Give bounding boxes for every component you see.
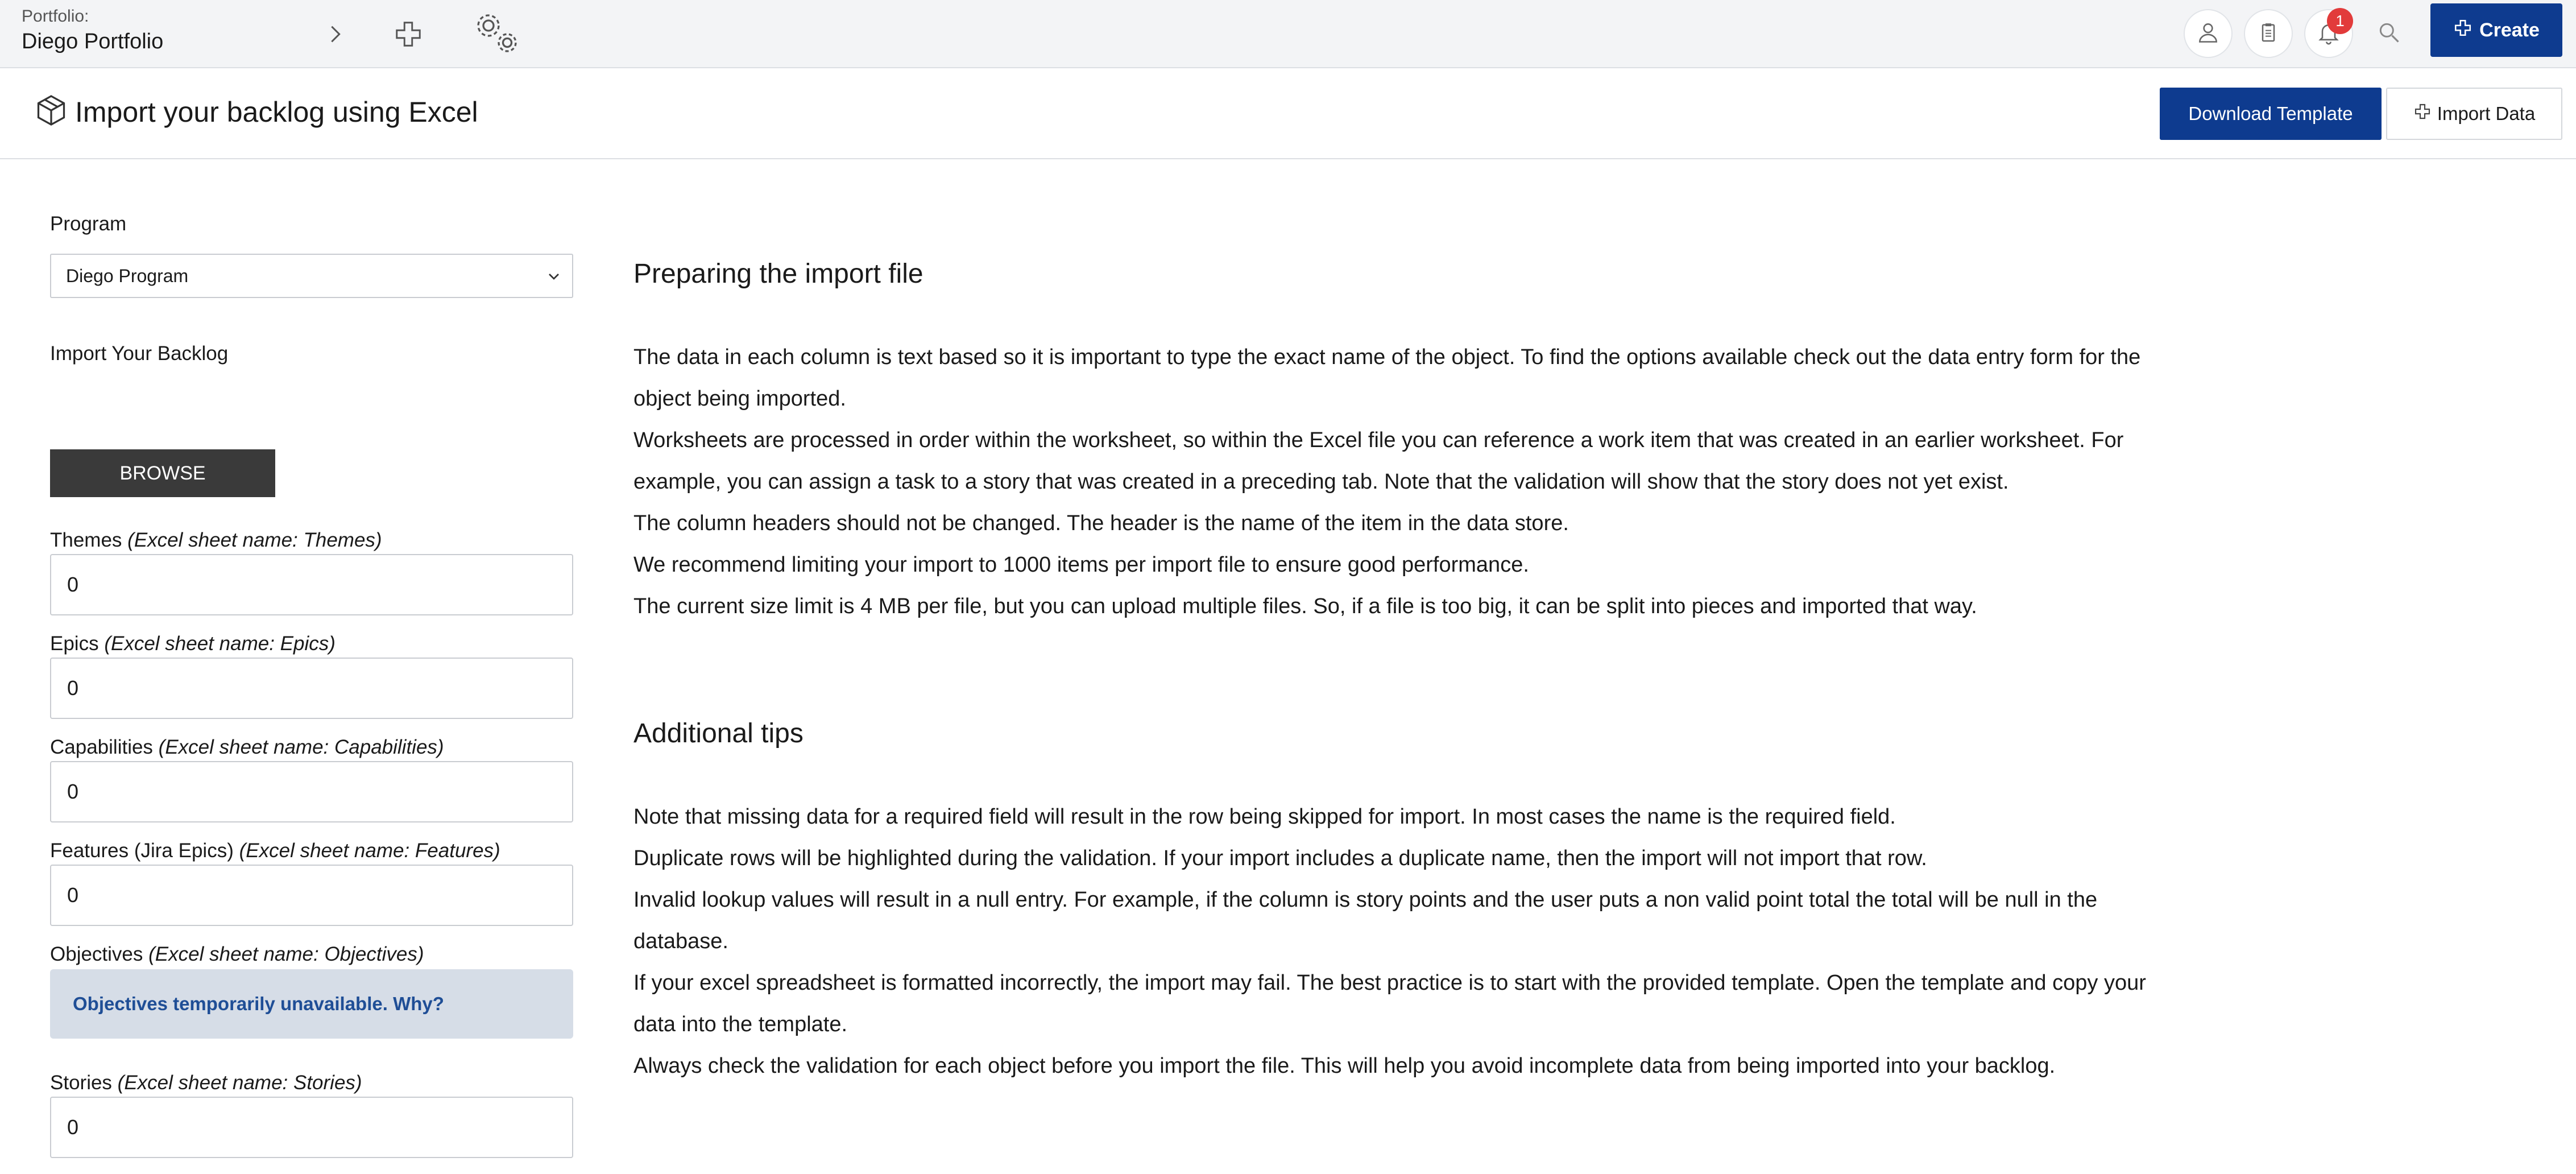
browse-button[interactable]: BROWSE	[50, 449, 275, 497]
capabilities-label: Capabilities (Excel sheet name: Capabilities)	[50, 736, 444, 758]
import-data-label: Import Data	[2437, 103, 2536, 124]
section-title-tips: Additional tips	[633, 718, 804, 749]
package-icon	[34, 93, 68, 127]
objectives-label: Objectives (Excel sheet name: Objectives)	[50, 943, 424, 965]
preparing-instructions	[633, 337, 2146, 627]
tip-line: If your excel spreadsheet is formatted incorrectly, the import may fail. The best practice is to start with the provided template. Open the template and copy your data into the template.	[633, 971, 2146, 1036]
plus-icon	[2413, 102, 2432, 125]
clipboard-icon	[2257, 20, 2280, 48]
search-icon	[2376, 20, 2401, 48]
notification-badge: 1	[2327, 8, 2353, 34]
page-title: Import your backlog using Excel	[75, 96, 478, 128]
gears-icon[interactable]	[469, 10, 525, 58]
instruction-line: The column headers should not be changed. The header is the name of the item in the data store.	[633, 511, 1569, 535]
clipboard-button[interactable]	[2244, 9, 2293, 58]
stories-count-field[interactable]: 0	[50, 1097, 573, 1158]
import-data-button[interactable]	[2386, 88, 2562, 140]
user-icon	[2196, 20, 2221, 48]
objectives-unavailable-notice[interactable]: Objectives temporarily unavailable. Why?	[50, 969, 573, 1039]
create-button[interactable]	[2430, 3, 2562, 57]
tips-list	[633, 796, 2146, 1087]
instruction-line: The data in each column is text based so it is important to type the exact name of the object. To find the options available check out the data entry form for the object being imported.	[633, 345, 2141, 411]
themes-count-field[interactable]: 0	[50, 554, 573, 615]
features-count-field[interactable]: 0	[50, 865, 573, 926]
chevron-right-icon[interactable]	[312, 10, 359, 58]
tip-line: Duplicate rows will be highlighted during the validation. If your import includes a duplicate name, then the import will not import that row.	[633, 846, 1927, 870]
plus-icon	[2453, 18, 2473, 43]
instruction-line: Worksheets are processed in order within the worksheet, so within the Excel file you can reference a work item that was created in an earlier worksheet. For example, you can assign a task to a story that was created in a preceding tab. Note that the validation will show that the story does not yet exist.	[633, 428, 2124, 494]
user-button[interactable]	[2184, 9, 2233, 58]
instruction-line: We recommend limiting your import to 1000 items per import file to ensure good performance.	[633, 553, 1529, 577]
notifications-button[interactable]	[2304, 9, 2353, 58]
section-title-preparing: Preparing the import file	[633, 259, 923, 289]
epics-label: Epics (Excel sheet name: Epics)	[50, 633, 336, 655]
portfolio-name[interactable]: Diego Portfolio	[22, 30, 164, 53]
create-label: Create	[2479, 19, 2540, 41]
tip-line: Note that missing data for a required field will result in the row being skipped for import. In most cases the name is the required field.	[633, 805, 1896, 829]
tip-line: Invalid lookup values will result in a null entry. For example, if the column is story points and the user puts a non valid point total the total will be null in the database.	[633, 888, 2098, 953]
import-backlog-label: Import Your Backlog	[50, 342, 229, 365]
portfolio-label: Portfolio:	[22, 7, 89, 26]
instruction-line: The current size limit is 4 MB per file, but you can upload multiple files. So, if a file is too big, it can be split into pieces and imported that way.	[633, 594, 1977, 618]
stories-label: Stories (Excel sheet name: Stories)	[50, 1072, 362, 1094]
features-label: Features (Jira Epics) (Excel sheet name: Features)	[50, 840, 500, 862]
epics-count-field[interactable]: 0	[50, 658, 573, 719]
search-button[interactable]	[2364, 9, 2413, 58]
program-select-value: Diego Program	[66, 265, 189, 286]
plus-icon[interactable]	[384, 10, 432, 58]
program-select[interactable]	[50, 254, 573, 298]
themes-label: Themes (Excel sheet name: Themes)	[50, 529, 382, 551]
capabilities-count-field[interactable]: 0	[50, 761, 573, 822]
download-template-button[interactable]: Download Template	[2160, 88, 2382, 140]
top-bar	[0, 0, 2576, 68]
tip-line: Always check the validation for each object before you import the file. This will help you avoid incomplete data from being imported into your backlog.	[633, 1054, 2056, 1078]
page-header	[0, 68, 2576, 159]
program-label: Program	[50, 213, 127, 235]
chevron-down-icon	[545, 267, 563, 290]
